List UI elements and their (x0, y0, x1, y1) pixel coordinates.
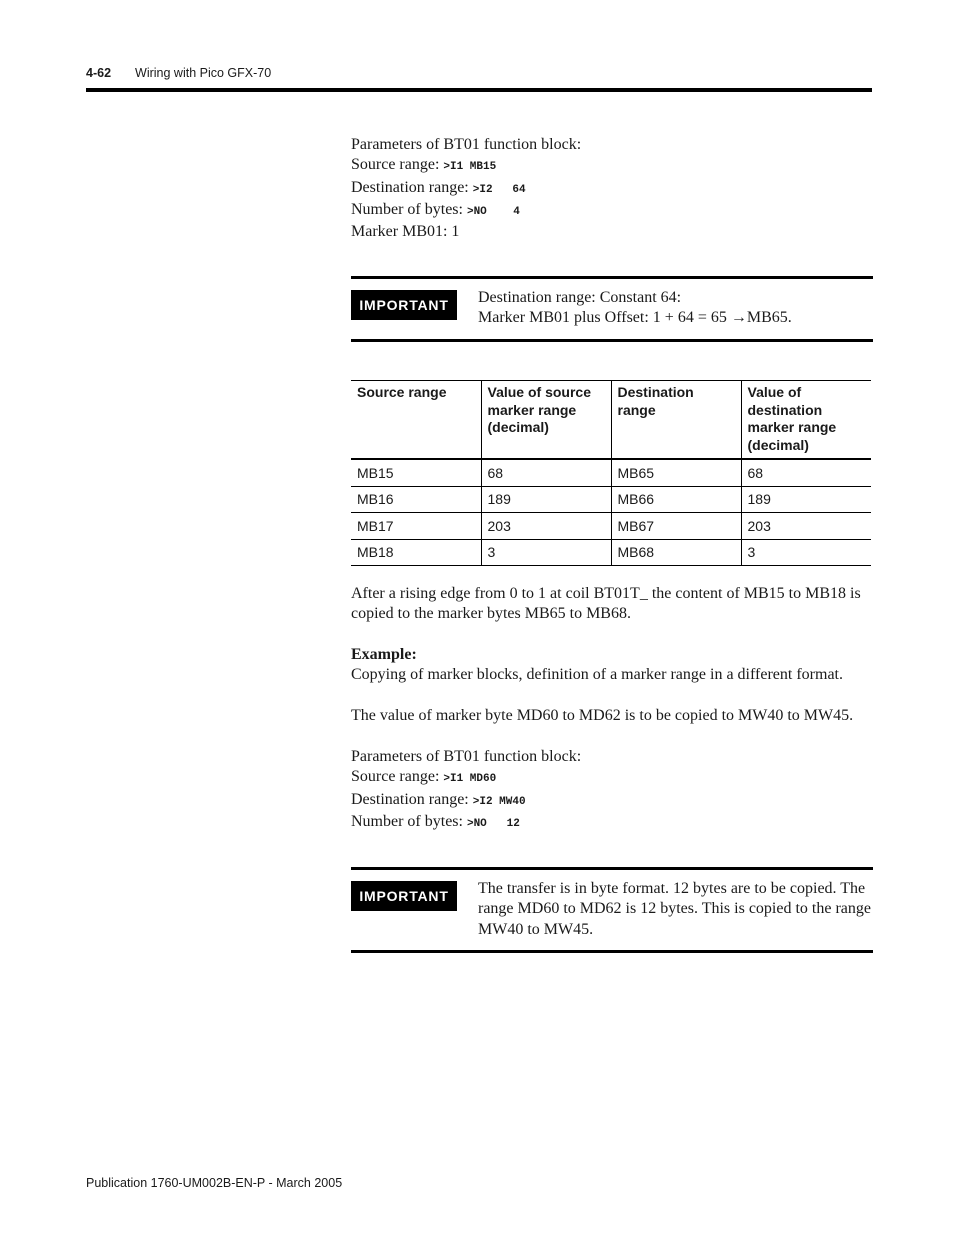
table-cell: 68 (481, 459, 611, 486)
table-row (351, 539, 871, 566)
table-row (351, 459, 871, 486)
table-cell: MB18 (351, 539, 481, 566)
table-cell: 203 (741, 513, 871, 540)
params-block-1 (351, 135, 581, 242)
important-text (478, 288, 873, 329)
column-header: Destination range (611, 381, 741, 460)
table-cell: 203 (481, 513, 611, 540)
source-range-line (351, 155, 581, 177)
destination-range-line (351, 790, 581, 812)
header-rule (86, 88, 872, 92)
table-row (351, 486, 871, 513)
after-paragraph: After a rising edge from 0 to 1 at coil BT01T_ the content of MB15 to MB18 is copied to the marker bytes MB65 to MB68. (351, 585, 861, 623)
column-header: Value of destination marker range (decimal) (741, 381, 871, 460)
important-box-2 (351, 867, 873, 953)
params-block-2 (351, 747, 581, 834)
number-of-bytes-label: Number of bytes: (351, 200, 467, 218)
table-cell: MB16 (351, 486, 481, 513)
important-text: The transfer is in byte format. 12 bytes are to be copied. The range MD60 to MD62 is 12 bytes. This is copied to the range MW40 to MW45. (478, 880, 871, 938)
destination-range-code: >I2 64 (472, 183, 526, 196)
source-range-label: Source range: (351, 156, 444, 174)
table-cell: 189 (481, 486, 611, 513)
table-row (351, 513, 871, 540)
source-range-code: >I1 MB15 (443, 161, 497, 174)
table-cell: MB66 (611, 486, 741, 513)
source-range-line (351, 767, 581, 789)
destination-range-code: >I2 MW40 (472, 795, 526, 808)
example-line-2: The value of marker byte MD60 to MD62 is to be copied to MW40 to MW45. (351, 707, 854, 724)
example-heading: Example: (351, 646, 417, 663)
table-cell: 68 (741, 459, 871, 486)
important-tag: IMPORTANT (351, 881, 457, 911)
destination-range-label: Destination range: (351, 790, 473, 808)
header-title: Wiring with Pico GFX-70 (135, 66, 272, 80)
page-footer: Publication 1760-UM002B-EN-P - March 2005 (86, 1176, 343, 1190)
page-header (86, 66, 271, 80)
marker-line: Marker MB01: 1 (351, 223, 460, 241)
number-of-bytes-label: Number of bytes: (351, 812, 467, 830)
number-of-bytes-line (351, 200, 581, 222)
source-range-label: Source range: (351, 768, 444, 786)
table-cell: MB65 (611, 459, 741, 486)
source-range-code: >I1 MD60 (443, 773, 497, 786)
params-heading: Parameters of BT01 function block: (351, 748, 582, 765)
number-of-bytes-line (351, 812, 581, 834)
table-cell: MB17 (351, 513, 481, 540)
table-cell: MB68 (611, 539, 741, 566)
table-cell: MB67 (611, 513, 741, 540)
table-cell: 189 (741, 486, 871, 513)
number-of-bytes-code: >NO 4 (466, 205, 520, 218)
column-header: Value of source marker range (decimal) (481, 381, 611, 460)
table-cell: MB15 (351, 459, 481, 486)
number-of-bytes-code: >NO 12 (466, 817, 520, 830)
example-line-1: Copying of marker blocks, definition of a marker range in a different format. (351, 666, 843, 683)
table-cell: 3 (481, 539, 611, 566)
destination-range-line (351, 178, 581, 200)
important-tag: IMPORTANT (351, 290, 457, 320)
params-heading: Parameters of BT01 function block: (351, 136, 582, 153)
table-cell: 3 (741, 539, 871, 566)
important-line-1: Destination range: Constant 64: (478, 289, 682, 306)
important-box-1 (351, 276, 873, 342)
important-line-2: Marker MB01 plus Offset: 1 + 64 = 65 →MB65. (478, 309, 792, 327)
marker-table (351, 380, 871, 566)
table-header-row (351, 381, 871, 460)
destination-range-label: Destination range: (351, 178, 473, 196)
page-number: 4-62 (86, 66, 112, 80)
column-header: Source range (351, 381, 481, 460)
